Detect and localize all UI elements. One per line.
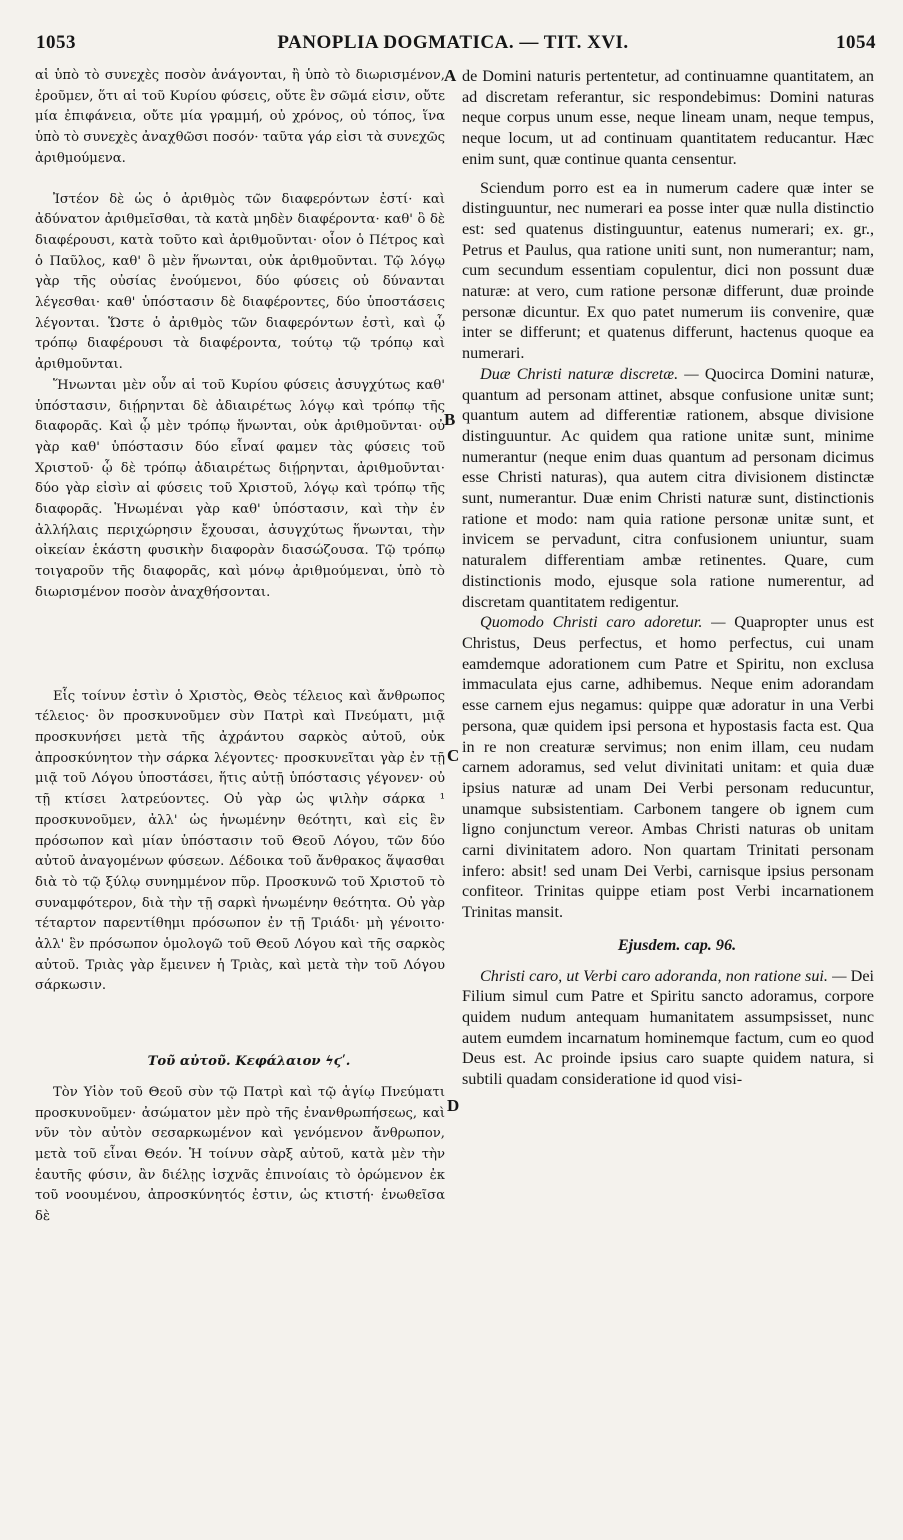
greek-column bbox=[35, 66, 445, 1228]
margin-marker-d: D bbox=[447, 1096, 460, 1115]
latin-subtitle: Christi caro, ut Verbi caro adoranda, non ratione sui. — bbox=[480, 966, 847, 985]
latin-subtitle: Duæ Christi naturæ discretæ. — bbox=[480, 364, 699, 383]
latin-paragraph: de Domini naturis pertentetur, ad continuamne quantitatem, an ad discretam referantur, sic respondebimus: Domini naturas neque corpus unum esse, neque lineam unam, neque tempus, neque locum, ut ad continuam quantitatem reducantur. Hæc enim sunt, quæ continue quanta censentur. bbox=[462, 67, 874, 168]
greek-chapter-heading: Τοῦ αὐτοῦ. Κεφάλαιον ϟϛʹ. bbox=[147, 1054, 351, 1070]
page-header bbox=[30, 30, 876, 60]
latin-text: Quapropter unus est Christus, Deus perfectus, et homo perfectus, cui unam eamdemque adorationem cum Patre et Spiritu, non exclusa immaculata ejus carne, adhibemus. Neque enim adorandam esse carnem ejus negamus: quippe quæ adoratur in una Verbi persona, quæ quidem ipsi persona et hypostasis facta est. Qua in re non creaturæ servimus; non enim illam, ceu nudam carnem adoramus, sed velut divinitati unitam: et quia duæ ipsius naturæ ad unam Dei Verbi personam reducuntur, unamque subsistentiam. Carbonem tangere ob ignem cum ligno conjunctum vereor. Ambas Christi naturas ob unitam carni divinitatem adoro. Non quartam Trinitati personam infero: absit! sed unam Dei Verbi, carnisque ipsius personam confiteor. Trinitas quippe etiam post Verbi incarnationem Trinitas mansit. bbox=[462, 613, 875, 922]
margin-marker-a: A bbox=[444, 66, 457, 85]
greek-paragraph: αἱ ὑπὸ τὸ συνεχὲς ποσὸν ἀνάγονται, ἢ ὑπὸ τὸ διωρισμένον, ἐροῦμεν, ὅτι αἱ τοῦ Κυρίου φύσεις, οὔτε ἓν σῶμά εἰσιν, οὔτε μία ἐπιφάνεια, οὔτε μία γραμμή, οὐ χρόνος, οὐ τόπος, ἵνα ὑπὸ τὸ συνεχὲς ἀναχθῶσι ποσόν· ταῦτα γάρ εἰσι τὰ συνεχῶς ἀριθμούμενα. bbox=[35, 68, 445, 166]
latin-text: Quocirca Domini naturæ, quantum ad personam attinet, absque confusione unitæ sunt; quantum autem ad differentiæ rationem, absque divisione distinguuntur. Ac quidem qua ratione unitæ sunt, minime numerantur (neque enim duas quantum ad personam dicimus esse Christi naturas), qua autem citra divisionem distinctæ sunt, numerantur. Duæ enim Christi naturæ sunt, distinctionis ratione et modo: nam quia ratione personæ unitæ sunt, et invicem se pervadunt, citra confusionem uniuntur, suam naturalem differentiam ambæ retinentes. Quare, cum distinctionis modo, ejusque sola ratione numerentur, ad discretam quantitatem redigentur. bbox=[462, 364, 874, 611]
latin-paragraph bbox=[462, 966, 874, 1090]
greek-paragraph: Ἥνωνται μὲν οὖν αἱ τοῦ Κυρίου φύσεις ἀσυγχύτως καθ' ὑπόστασιν, διῄρηνται δὲ ἀδιαιρέτως λόγῳ καὶ τρόπῳ τῆς διαφορᾶς. Καὶ ᾧ μὲν τρόπῳ ἥνωνται, οὐκ ἀριθμοῦνται· οὐ γὰρ καθ' ὑπόστασιν δύο εἶναί φαμεν τὰς φύσεις τοῦ Χριστοῦ· ᾧ δὲ τρόπῳ ἀδιαιρέτως διῄρηνται, ἀριθμοῦνται· δύο γὰρ εἰσὶν αἱ φύσεις τοῦ Χριστοῦ, λόγῳ καὶ τρόπῳ τῆς διαφορᾶς. Ἡνωμέναι γὰρ καθ' ὑπόστασιν, καὶ τὴν ἐν ἀλλήλαις περιχώρησιν ἔχουσαι, ἀσυγχύτως ἥνωνται, τὴν οἰκείαν ἑκάστη φυσικὴν διαφορὰν διασώζουσα. Τῷ τρόπῳ τοιγαροῦν τῆς διαφορᾶς, καὶ μόνῳ ἀριθμούμεναι, ὑπὸ τὸ διωρισμένον ποσὸν ἀναχθήσονται. bbox=[35, 377, 445, 600]
greek-paragraph: Ἰστέον δὲ ὡς ὁ ἀριθμὸς τῶν διαφερόντων ἐστί· καὶ ἀδύνατον ἀριθμεῖσθαι, τὰ κατὰ μηδὲν διαφέροντα· καθ' ὃ δὲ διαφέρουσι, κατὰ τοῦτο καὶ ἀριθμοῦνται· οἷον ὁ Πέτρος καὶ ὁ Παῦλος, καθ' ὃ μὲν ἥνωνται, οὐκ ἀριθμοῦνται. Τῷ λόγῳ γὰρ τῆς οὐσίας ἑνούμενοι, δύο φύσεις οὐ δύνανται λέγεσθαι· καθ' ὑπόστασιν δὲ διαφέροντες, δύο ὑποστάσεις λέγονται. Ὥστε ὁ ἀριθμὸς τῶν διαφερόντων ἐστὶ, καὶ ᾧ τρόπῳ διαφέρουσι τὰ διαφέροντα, τούτῳ τῷ τρόπῳ καὶ ἀριθμοῦνται. bbox=[35, 191, 445, 373]
margin-marker-b: B bbox=[444, 410, 456, 429]
greek-paragraph: Τὸν Υἱὸν τοῦ Θεοῦ σὺν τῷ Πατρὶ καὶ τῷ ἁγίῳ Πνεύματι προσκυνοῦμεν· ἀσώματον μὲν πρὸ τῆς ἐνανθρωπήσεως, καὶ νῦν τὸν αὐτὸν σεσαρκωμένον καὶ γενόμενον ἄνθρωπον, μετὰ τοῦ εἶναι Θεόν. Ἡ τοίνυν σὰρξ αὐτοῦ, κατὰ μὲν τὴν ἑαυτῆς φύσιν, ἂν διέλῃς ἰσχνᾶς ἐπινοίαις τὸ ὁρώμενον ἐκ τοῦ νοουμένου, ἀπροσκύνητός ἐστιν, ὡς κτιστή· ἑνωθεῖσα δὲ bbox=[35, 1084, 445, 1225]
margin-marker-c: C bbox=[447, 746, 460, 765]
latin-chapter-heading: Ejusdem. cap. 96. bbox=[617, 935, 737, 954]
latin-paragraph: Sciendum porro est ea in numerum cadere quæ inter se distinguuntur, nec numerari ea posse inter quæ nulla distinctio est: sed quatenus distinguuntur, eatenus numerari; ex. gr., Petrus et Paulus, qua ratione uniti sunt, non numerantur; nam, cum secundum essentiam copulentur, dici non possunt duæ naturæ: at vero, cum ratione personæ differunt, duæ proinde personæ dicuntur. Ex quo patet numerum iis convenire, quæ inter se differunt; et quatenus differunt, hactenus quoque ea numerari. bbox=[462, 178, 874, 363]
page-number-left: 1053 bbox=[36, 32, 76, 53]
latin-paragraph bbox=[462, 612, 874, 923]
latin-subtitle: Quomodo Christi caro adoretur. — bbox=[480, 613, 726, 632]
page-number-right: 1054 bbox=[836, 32, 876, 53]
greek-paragraph: Εἷς τοίνυν ἐστὶν ὁ Χριστὸς, Θεὸς τέλειος καὶ ἄνθρωπος τέλειος· ὃν προσκυνοῦμεν σὺν Πατρὶ καὶ Πνεύματι, μιᾷ προσκυνήσει μετὰ τῆς ἀχράντου σαρκὸς αὐτοῦ, οὐκ ἀπροσκύνητον τὴν σάρκα λέγοντες· προσκυνεῖται γὰρ ἐν τῇ μιᾷ τοῦ Λόγου ὑποστάσει, ἥτις αὐτῇ ὑπόστασις γέγονεν· οὐ τῇ κτίσει λατρεύοντες. Οὐ γὰρ ὡς ψιλὴν σάρκα ¹ προσκυνοῦμεν, ἀλλ' ὡς ἡνωμένην θεότητι, καὶ εἰς ἓν πρόσωπον καὶ μίαν ὑπόστασιν τοῦ Θεοῦ Λόγου, τῶν δύο αὐτοῦ ἀναγομένων φύσεων. Δέδοικα τοῦ ἄνθρακος ἅψασθαι διὰ τὸ τῷ ξύλῳ συνημμένον πῦρ. Προσκυνῶ τοῦ Χριστοῦ τὸ συναμφότερον, διὰ τὴν τῇ σαρκὶ ἡνωμένην θεότητα. Οὐ γὰρ τέταρτον παρεντίθημι πρόσωπον ἐν τῇ Τριάδι· μὴ γένοιτο· ἀλλ' ἓν πρόσωπον ὁμολογῶ τοῦ Θεοῦ Λόγου καὶ τῆς σαρκὸς αὐτοῦ. Τριὰς γὰρ ἔμεινεν ἡ Τριὰς, καὶ μετὰ τὴν τοῦ Λόγου σάρκωσιν. bbox=[35, 688, 445, 994]
latin-text: Dei Filium simul cum Patre et Spiritu sancto adoramus, corpore quidem nudum antequam humanitatem assumpsisset, nunc autem eumdem incarnatum hominemque factum, cum eo quod Deus est. Ac proinde ipsius caro suapte quidem natura, si subtili quadam consideratione id quod visi- bbox=[462, 966, 875, 1089]
running-title: PANOPLIA DOGMATICA. — TIT. XVI. bbox=[277, 32, 629, 53]
latin-paragraph bbox=[462, 364, 874, 612]
latin-column bbox=[462, 66, 874, 1090]
